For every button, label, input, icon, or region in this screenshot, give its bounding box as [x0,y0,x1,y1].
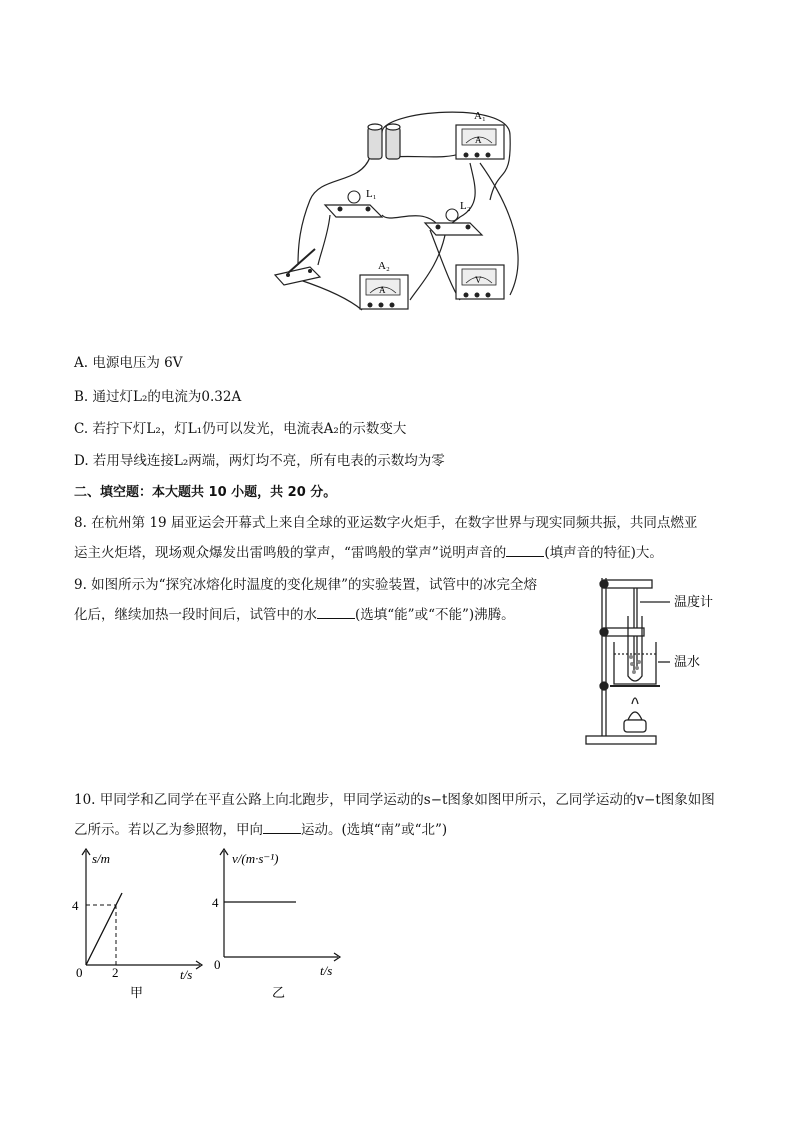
water-label: 温水 [674,654,701,669]
jia-origin-tick: 0 [76,965,83,980]
voltmeter [456,265,504,299]
battery-icon [368,124,400,159]
jia-xlabel: t/s [180,967,193,982]
switch-icon [275,249,320,285]
jia-y-tick-4: 4 [72,898,79,913]
q9-text-b: (选填“能”或“不能”)沸腾。 [355,607,515,623]
option-d: D. 若用导线连接L₂两端，两灯均不亮，所有电表的示数均为零 [74,453,445,469]
jia-x-tick-2: 2 [112,965,119,980]
q8-answer-blank[interactable] [506,544,544,557]
chart-jia [70,845,210,1005]
yi-xlabel: t/s [320,963,333,978]
q9-text-a: 化后，继续加热一段时间后，试管中的水 [74,607,317,623]
q9-line1: 9. 如图所示为“探究冰熔化时温度的变化规律”的实验装置，试管中的冰完全熔 [74,577,537,593]
q10-text-b: 运动。(选填“南”或“北”) [301,822,448,838]
q10-answer-blank[interactable] [263,821,301,834]
apparatus-diagram [584,572,724,748]
circuit-diagram [270,105,530,325]
l2-label: L₂ [460,200,471,212]
chart-yi [212,845,372,1005]
q10-line1: 10. 甲同学和乙同学在平直公路上向北跑步，甲同学运动的s−t图象如图甲所示，乙同学运动的v−t图象如图 [74,792,715,808]
q10-text-a: 乙所示。若以乙为参照物，甲向 [74,822,263,838]
option-a: A. 电源电压为 6V [74,355,183,371]
thermometer-label: 温度计 [674,594,714,609]
yi-ylabel: v/(m·s⁻¹) [232,851,279,866]
q8-text-a: 运主火炬塔，现场观众爆发出雷鸣般的掌声，“雷鸣般的掌声”说明声音的 [74,545,507,561]
v-face-label: V [475,275,482,285]
lamp-l2 [425,200,482,235]
jia-series-line [86,893,122,965]
l1-label: L₁ [366,188,377,200]
q8-line1: 8. 在杭州第 19 届亚运会开幕式上来自全球的亚运数字火炬手，在数字世界与现实同频共振，共同点燃亚 [74,515,698,531]
ammeter-a1 [456,110,504,159]
a1-face-label: A [475,135,482,145]
jia-title: 甲 [130,985,144,1000]
q8-line2 [74,541,663,561]
q9-line2 [74,603,515,623]
yi-title: 乙 [272,985,286,1000]
option-b: B. 通过灯L₂的电流为0.32A [74,389,242,405]
option-c: C. 若拧下灯L₂，灯L₁仍可以发光，电流表A₂的示数变大 [74,421,407,437]
q8-text-b: (填声音的特征)大。 [544,545,663,561]
lamp-l1 [325,188,382,217]
yi-origin-tick: 0 [214,957,221,972]
a1-label: A₁ [474,110,486,122]
a2-face-label: A [379,285,386,295]
ammeter-a2 [360,260,408,309]
jia-ylabel: s/m [92,851,111,866]
a2-label: A₂ [378,260,390,272]
q10-line2 [74,818,447,838]
yi-y-tick-4: 4 [212,895,219,910]
q9-answer-blank[interactable] [317,606,355,619]
section-heading: 二、填空题：本大题共 10 小题，共 20 分。 [74,485,337,500]
